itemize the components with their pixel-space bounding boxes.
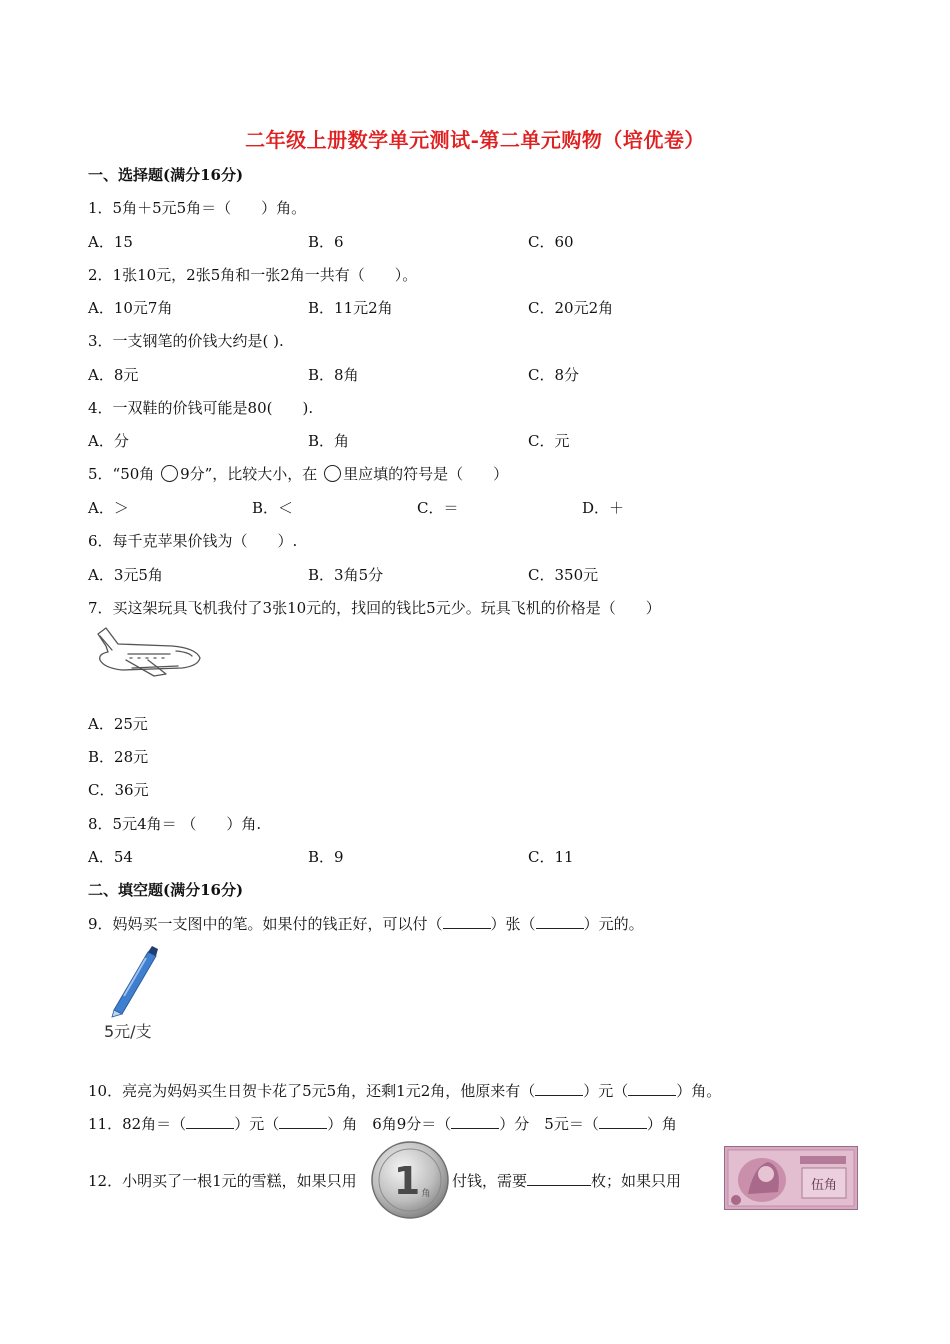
q11-part-4: ）分 5元＝（: [499, 1115, 599, 1133]
q5-stem-part-1: 5．“50角: [88, 465, 155, 483]
question-8: 8．5元4角＝ （ ）角.: [88, 815, 262, 833]
section-heading-choice: 一、选择题(满分16分): [88, 166, 244, 184]
q5-option-a: A．＞: [88, 499, 129, 517]
q2-option-c: C．20元2角: [528, 299, 614, 317]
q12-stem-part-3: 枚；如果只用: [591, 1172, 682, 1190]
q1-option-b: B．6: [308, 233, 344, 251]
q10-stem-part-2: ）元（: [583, 1082, 629, 1100]
q8-option-b: B．9: [308, 848, 344, 866]
q6-option-b: B．3角5分: [308, 566, 384, 584]
q6-option-a: A．3元5角: [88, 566, 163, 584]
coin-face-value: 1: [393, 1159, 421, 1203]
answer-blank[interactable]: [279, 1127, 327, 1129]
q4-option-b: B．角: [308, 432, 350, 450]
q7-option-a: A．25元: [88, 715, 148, 733]
answer-blank[interactable]: [535, 1094, 583, 1096]
question-1: 1．5角＋5元5角＝（ ）角。: [88, 199, 307, 217]
q11-part-5: ）角: [646, 1115, 677, 1133]
answer-blank[interactable]: [443, 927, 491, 929]
q1-option-c: C．60: [528, 233, 574, 251]
q9-stem-part-2: ）张（: [490, 915, 536, 933]
answer-blank[interactable]: [186, 1127, 234, 1129]
q6-option-c: C．350元: [528, 566, 599, 584]
question-2: 2．1张10元，2张5角和一张2角一共有（ ）。: [88, 266, 418, 284]
q4-option-c: C．元: [528, 432, 570, 450]
q9-stem-part-3: ）元的。: [583, 915, 644, 933]
question-7: 7．买这架玩具飞机我付了3张10元的，找回的钱比5元少。玩具飞机的价格是（ ）: [88, 599, 661, 617]
pen-icon: [102, 944, 160, 1018]
five-jiao-banknote-icon: [724, 1146, 858, 1210]
answer-blank[interactable]: [527, 1184, 591, 1186]
circle-blank-icon: [324, 465, 341, 482]
q5-option-c: C．＝: [417, 499, 459, 517]
q11-part-3: ）角 6角9分＝（: [327, 1115, 452, 1133]
q3-option-c: C．8分: [528, 366, 580, 384]
coin-face-unit: 角: [421, 1189, 431, 1199]
question-4: 4．一双鞋的价钱可能是80( ).: [88, 399, 314, 417]
circle-blank-icon: [161, 465, 178, 482]
answer-blank[interactable]: [599, 1127, 647, 1129]
answer-blank[interactable]: [451, 1127, 499, 1129]
pen-price-label: 5元/支: [104, 1022, 152, 1041]
answer-blank[interactable]: [628, 1094, 676, 1096]
q12-stem-part-1: 12．小明买了一根1元的雪糕，如果只用: [88, 1172, 357, 1190]
page-title: 二年级上册数学单元测试-第二单元购物（培优卷）: [245, 128, 705, 152]
question-10: [88, 1080, 721, 1101]
toy-airplane-icon: [92, 624, 204, 678]
question-3: 3．一支钢笔的价钱大约是( ).: [88, 332, 284, 350]
one-jiao-coin-icon: [370, 1140, 450, 1220]
q11-part-2: ）元（: [234, 1115, 280, 1133]
question-11: [88, 1113, 677, 1134]
section-heading-fill: 二、填空题(满分16分): [88, 881, 244, 899]
q7-option-b: B．28元: [88, 748, 149, 766]
q5-option-d: D．＋: [582, 499, 625, 517]
question-12-continued: [452, 1170, 681, 1191]
q2-option-a: A．10元7角: [88, 299, 173, 317]
q11-part-1: 11．82角＝（: [88, 1115, 187, 1133]
q9-stem-part-1: 9．妈妈买一支图中的笔。如果付的钱正好，可以付（: [88, 915, 443, 933]
question-9: [88, 913, 644, 934]
banknote-face-value: 伍角: [810, 1178, 838, 1193]
q5-option-b: B．＜: [252, 499, 294, 517]
question-12: [88, 1170, 357, 1191]
q5-stem-part-2: 9分”，比较大小，在: [180, 465, 318, 483]
q1-option-a: A．15: [88, 233, 133, 251]
q3-option-a: A．8元: [88, 366, 139, 384]
q10-stem-part-3: ）角。: [676, 1082, 722, 1100]
q10-stem-part-1: 10．亮亮为妈妈买生日贺卡花了5元5角，还剩1元2角，他原来有（: [88, 1082, 536, 1100]
q8-option-c: C．11: [528, 848, 574, 866]
q7-option-c: C．36元: [88, 781, 149, 799]
q2-option-b: B．11元2角: [308, 299, 393, 317]
question-5: [88, 463, 508, 484]
q3-option-b: B．8角: [308, 366, 359, 384]
question-6: 6．每千克苹果价钱为（ ）.: [88, 532, 298, 550]
answer-blank[interactable]: [536, 927, 584, 929]
q4-option-a: A．分: [88, 432, 129, 450]
q12-stem-part-2: 付钱，需要: [452, 1172, 528, 1190]
q8-option-a: A．54: [88, 848, 133, 866]
q5-stem-part-3: 里应填的符号是（ ）: [343, 465, 509, 483]
